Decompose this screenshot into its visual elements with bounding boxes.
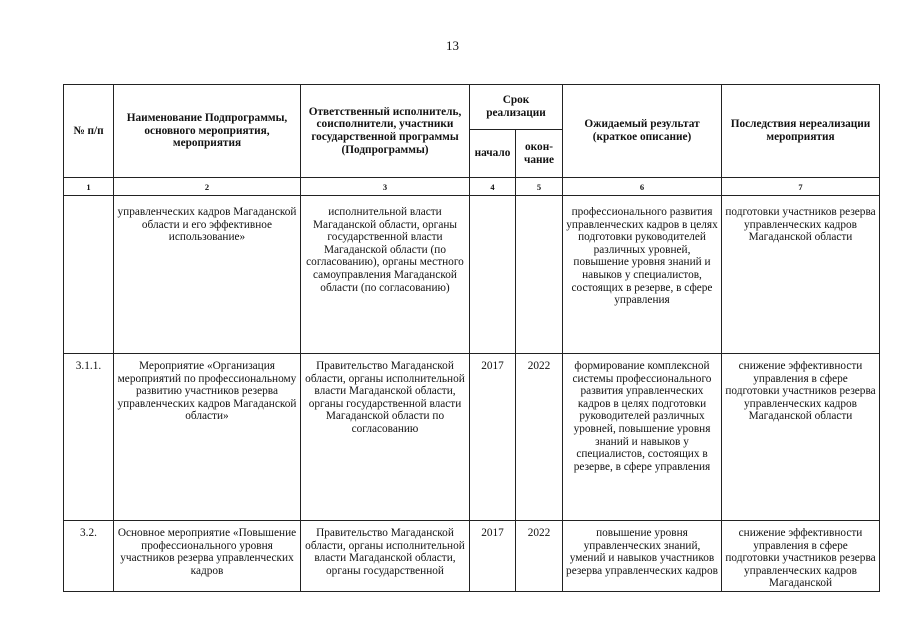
cell-num: 3.2. [64,521,114,592]
cell-name: управленческих кадров Магаданской области и его эффективное использование» [114,196,301,354]
cell-result: формирование комплексной системы профессионального развития управленческих кадров в целях подготовки руководителей различных уровней, повышение уровня знаний и навыков у специалистов, состоящих в резерве, в сфере управления [563,354,722,521]
column-number: 7 [722,178,880,196]
table-row [64,354,880,521]
cell-end: 2022 [516,521,563,592]
cell-start: 2017 [470,354,516,521]
cell-executor: Правительство Магаданской области, органы исполнительной власти Магаданской области, органы государственной власти Магаданской области по согласованию [301,354,470,521]
header-name: Наименование Подпрограммы, основного мероприятия, мероприятия [114,85,301,178]
column-number: 1 [64,178,114,196]
cell-end [516,196,563,354]
header-start: начало [470,130,516,178]
header-term: Срок реализации [470,85,563,130]
cell-result: профессионального развития управленческих кадров в целях подготовки руководителей различных уровней, повышение уровня знаний и навыков у специалистов, состоящих в резерве, в сфере управления [563,196,722,354]
page-number: 13 [446,38,459,53]
cell-start [470,196,516,354]
column-number: 3 [301,178,470,196]
header-executor: Ответственный исполнитель, соисполнители, участники государственной программы (Подпрограммы) [301,85,470,178]
cell-num: 3.1.1. [64,354,114,521]
cell-consequences: снижение эффективности управления в сфере подготовки участников резерва управленческих кадров Магаданской [722,521,880,592]
cell-consequences: подготовки участников резерва управленческих кадров Магаданской области [722,196,880,354]
column-number: 2 [114,178,301,196]
column-number: 4 [470,178,516,196]
cell-executor: исполнительной власти Магаданской области, органы государственной власти Магаданской области (по согласованию), органы местного самоуправления Магаданской области (по согласованию) [301,196,470,354]
header-end: окон-чание [516,130,563,178]
column-numbers-row [64,178,880,196]
cell-end: 2022 [516,354,563,521]
header-num: № п/п [64,85,114,178]
cell-name: Основное мероприятие «Повышение профессионального уровня участников резерва управленческих кадров [114,521,301,592]
cell-start: 2017 [470,521,516,592]
header-consequences: Последствия нереализации мероприятия [722,85,880,178]
table-row [64,196,880,354]
column-number: 6 [563,178,722,196]
program-table [63,84,880,592]
column-number: 5 [516,178,563,196]
cell-executor: Правительство Магаданской области, органы исполнительной власти Магаданской области, органы государственной [301,521,470,592]
cell-result: повышение уровня управленческих знаний, умений и навыков участников резерва управленческих кадров [563,521,722,592]
cell-consequences: снижение эффективности управления в сфере подготовки участников резерва управленческих кадров Магаданской области [722,354,880,521]
header-row [64,85,880,130]
table-row [64,521,880,592]
cell-num [64,196,114,354]
header-result: Ожидаемый результат (краткое описание) [563,85,722,178]
cell-name: Мероприятие «Организация мероприятий по профессиональному развитию участников резерва управленческих кадров Магаданской области» [114,354,301,521]
